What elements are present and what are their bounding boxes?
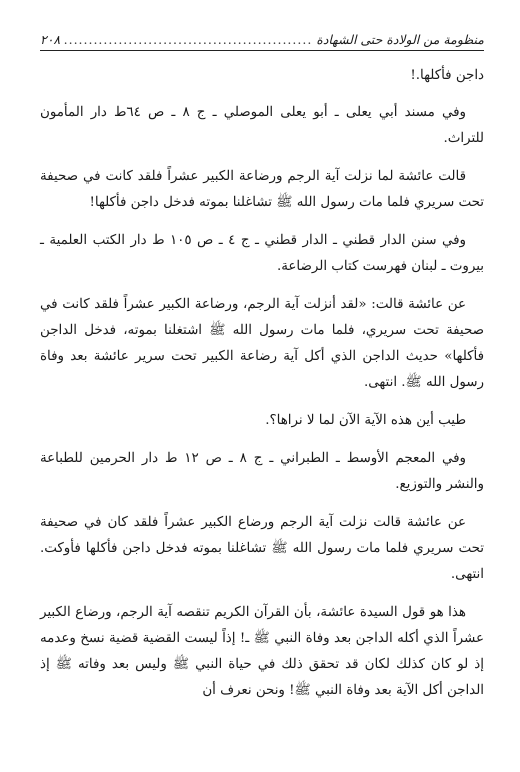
header-dot-leader (64, 32, 312, 48)
paragraph-gap (40, 280, 484, 292)
paragraph-gap (40, 216, 484, 228)
page-number: ٢٠٨ (40, 32, 61, 47)
paragraph-source-citation: وفي سنن الدار قطني ـ الدار قطني ـ ج ٤ ـ ص ١٠٥ ط دار الكتب العلمية ـ بيروت ـ لبنان فهرست كتاب الرضاعة. (40, 233, 484, 274)
paragraph-quotation: عن عائشة قالت نزلت آية الرجم ورضاع الكبير عشراً فلقد كان في صحيفة تحت سريري فلما مات رسول الله ﷺ تشاغلنا بموته فدخل داجن فأكلها فأوكت. انتهى. (40, 515, 484, 582)
paragraph-quotation: قالت عائشة لما نزلت آية الرجم ورضاعة الكبير عشراً فلقد كانت في صحيفة تحت سريري فلما مات رسول الله ﷺ تشاغلنا بموته فدخل داجن فأكلها! (40, 169, 484, 210)
paragraph-quotation: عن عائشة قالت: «لقد أنزلت آية الرجم، ورضاعة الكبير عشراً فلقد كانت في صحيفة تحت سريري، فلما مات رسول الله ﷺ اشتغلنا بموته، فدخل الداجن فأكلها» حديث الداجن الذي أكل آية رضاعة الكبير تحت سرير عائشة بعد وفاة رسول الله ﷺ. انتهى. (40, 297, 484, 390)
paragraph-source-citation: وفي المعجم الأوسط ـ الطبراني ـ ج ٨ ـ ص ١٢ ط دار الحرمين للطباعة والنشر والتوزيع. (40, 451, 484, 492)
paragraph-source-citation: وفي مسند أبي يعلى ـ أبو يعلى الموصلي ـ ج ٨ ـ ص ٦٤ط دار المأمون للتراث. (40, 105, 484, 146)
paragraph-gap (40, 152, 484, 164)
paragraph-gap (40, 588, 484, 600)
running-header (40, 30, 484, 48)
paragraph-gap (40, 498, 484, 510)
paragraph-commentary: هذا هو قول السيدة عائشة، بأن القرآن الكريم تنقصه آية الرجم، ورضاع الكبير عشراً الذي أكله الداجن بعد وفاة النبي ﷺ ـ! إذاً ليست القضية قضية نسخ وعدمه إذ لو كان كذلك لكان قد تحقق ذلك في حياة النبي ﷺ وليس بعد وفاته ﷺ إذ الداجن أكل الآية بعد وفاة النبي ﷺ! ونحن نعرف أن (40, 605, 484, 698)
page-body (40, 63, 484, 704)
running-header-title: منظومة من الولادة حتى الشهادة (316, 32, 484, 47)
paragraph-gap (40, 89, 484, 100)
document-page (40, 30, 484, 704)
paragraph-continuation: داجن فأكلها.! (410, 68, 484, 83)
paragraph-gap (40, 396, 484, 408)
paragraph-gap (40, 434, 484, 446)
header-rule (40, 50, 484, 51)
paragraph-question: طيب أين هذه الآية الآن لما لا نراها؟. (265, 413, 466, 428)
